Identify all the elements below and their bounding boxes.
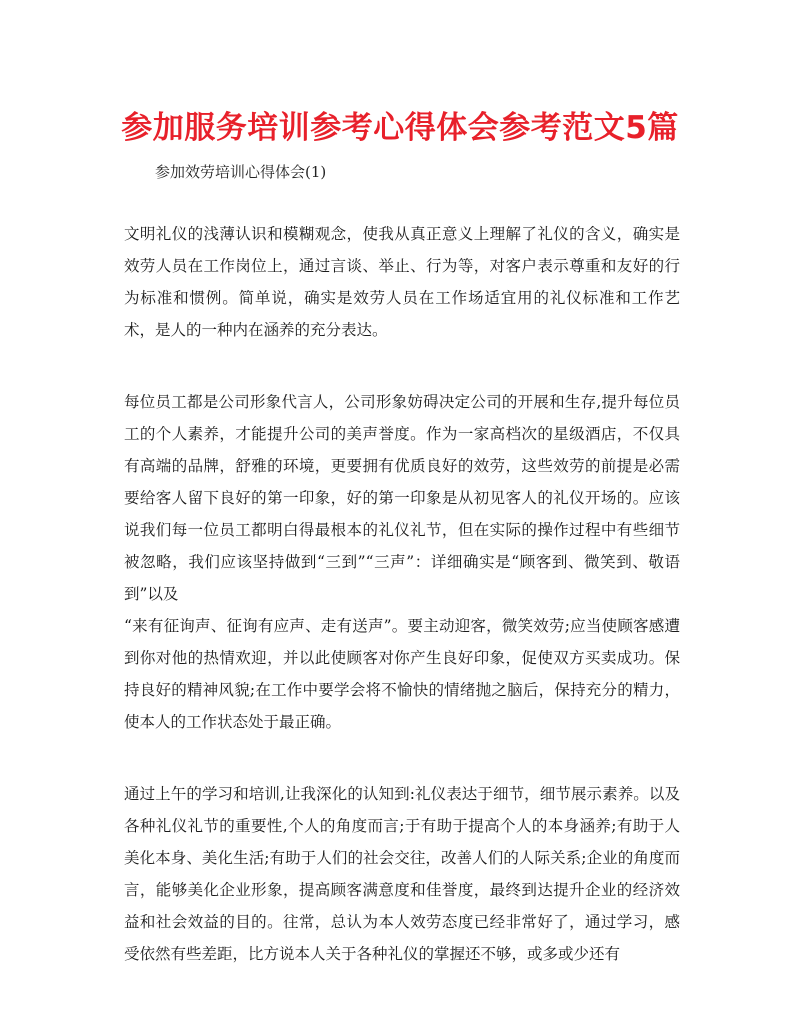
document-title: 参加服务培训参考心得体会参考范文5篇 [121, 110, 679, 146]
paragraph-2: 每位员工都是公司形象代言人，公司形象妨碍决定公司的开展和生存,提升每位员工的个人素养，才能提升公司的美声誉度。作为一家高档次的星级酒店，不仅具有高端的品牌，舒雅的环境，更要拥有优质良好的效劳，这些效劳的前提是必需要给客人留下良好的第一印象，好的第一印象是从初见客人的礼仪开场的。应该说我们每一位员工都明白得最根本的礼仪礼节，但在实际的操作过程中有些细节被忽略，我们应该坚持做到“三到”“三声”：详细确实是“顾客到、微笑到、敬语到”以及 “来有征询声、征询有应声、走有送声”。要主动迎客，微笑效劳;应当使顾客感遭到你对他的热情欢迎，并以此使顾客对你产生良好印象，促使双方买卖成功。保持良好的精神风貌;在工作中要学会将不愉快的情绪抛之脑后，保持充分的精力，使本人的工作状态处于最正确。 [124, 393, 680, 731]
paragraph-1: 文明礼仪的浅薄认识和模糊观念，使我从真正意义上理解了礼仪的含义，确实是效劳人员在工作岗位上，通过言谈、举止、行为等，对客户表示尊重和友好的行为标准和惯例。简单说，确实是效劳人员在工作场适宜用的礼仪标准和工作艺术，是人的一种内在涵养的充分表达。 [124, 225, 680, 339]
document-body [124, 218, 680, 1010]
paragraph-3: 通过上午的学习和培训,让我深化的认知到:礼仪表达于细节，细节展示素养。以及各种礼仪礼节的重要性,个人的角度而言;于有助于提高个人的本身涵养;有助于人美化本身、美化生活;有助于人们的社会交往，改善人们的人际关系;企业的角度而言，能够美化企业形象，提高顾客满意度和佳誉度，最终到达提升企业的经济效益和社会效益的目的。往常，总认为本人效劳态度已经非常好了，通过学习，感受依然有些差距，比方说本人关于各种礼仪的掌握还不够，或多或少还有 [124, 785, 680, 963]
document-subtitle: 参加效劳培训心得体会(1) [155, 163, 327, 181]
